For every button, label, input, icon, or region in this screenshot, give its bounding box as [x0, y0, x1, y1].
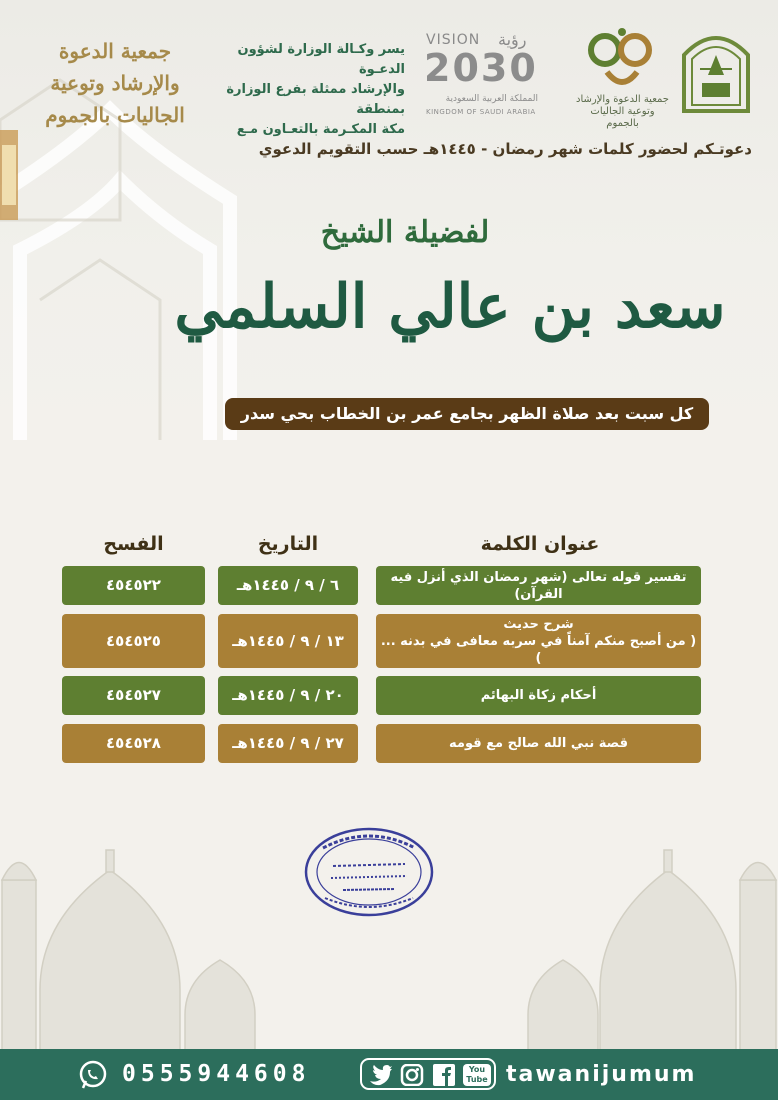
- footer-bar: [0, 1049, 778, 1100]
- phone-number[interactable]: 0555944608: [122, 1061, 311, 1087]
- intro-line: يسر وكـالة الوزارة لشؤون الدعـوة: [237, 42, 405, 77]
- vision-latin-word: VISION: [426, 32, 481, 48]
- association-logo: [575, 22, 670, 129]
- table-row-date: ١٣ / ٩ / ١٤٤٥هـ: [218, 614, 358, 668]
- official-stamp: [303, 826, 435, 918]
- calligraphy-logo: [30, 35, 200, 127]
- table-row-room: ٤٥٤٥٢٥: [62, 614, 205, 668]
- table-row-title: [376, 614, 701, 668]
- social-handle[interactable]: tawanijumum: [506, 1062, 697, 1087]
- table-row-title: [376, 566, 701, 605]
- table-row-date: ٢٧ / ٩ / ١٤٤٥هـ: [218, 724, 358, 763]
- association-mark-icon: [575, 22, 670, 92]
- sheikh-name: سعد بن عالي السلمي: [174, 272, 726, 342]
- facebook-icon[interactable]: [432, 1064, 456, 1086]
- invitation-text: دعوتـكم لحضور كلمات شهر رمضان - ١٤٤٥هـ حسب التقويم الدعوي: [258, 140, 752, 158]
- row-title-line: أحكام زكاة البهائم: [480, 688, 597, 703]
- table-row-date: ٦ / ٩ / ١٤٤٥هـ: [218, 566, 358, 605]
- row-title-line: شرح حديث: [503, 616, 574, 632]
- instagram-icon[interactable]: [400, 1064, 424, 1086]
- vision-kingdom-en: KINGDOM OF SAUDI ARABIA: [426, 108, 536, 116]
- sheikh-title: لفضيلة الشيخ: [320, 215, 490, 250]
- youtube-icon[interactable]: You Tube: [463, 1064, 491, 1086]
- table-row-title: [376, 724, 701, 763]
- table-row-room: ٤٥٤٥٢٧: [62, 676, 205, 715]
- vision-2030-logo: [420, 30, 550, 120]
- ministry-emblem-icon: [680, 25, 752, 113]
- column-header-date: التاريخ: [257, 533, 319, 555]
- table-row-room: ٤٥٤٥٢٢: [62, 566, 205, 605]
- intro-text: [205, 40, 405, 140]
- row-title-line: تفسير قوله تعالى (شهر رمضان الذي أنزل فيه القرآن): [390, 569, 687, 602]
- row-title-line: ( من أصبح منكم آمناً في سربه معافى في بدنه ... ): [380, 633, 697, 666]
- row-title-line: قصة نبي الله صالح مع قومه: [449, 736, 628, 751]
- column-header-room: الفسح: [103, 533, 164, 555]
- table-row-room: ٤٥٤٥٢٨: [62, 724, 205, 763]
- lantern-icon: [0, 130, 18, 220]
- table-row-date: ٢٠ / ٩ / ١٤٤٥هـ: [218, 676, 358, 715]
- intro-line: مكة المكـرمة بالتعـاون مـع: [236, 122, 405, 137]
- intro-line: والإرشاد ممثلة بفرع الوزارة بمنطقة: [226, 82, 405, 117]
- column-header-title: عنوان الكلمة: [480, 533, 600, 555]
- association-name: جمعية الدعوة والإرشاد وتوعية الجاليات بالجموم: [576, 94, 669, 129]
- schedule-note: كل سبت بعد صلاة الظهر بجامع عمر بن الخطاب بحي سدر: [225, 398, 709, 430]
- whatsapp-icon[interactable]: [78, 1060, 108, 1090]
- social-icons-group: [360, 1058, 496, 1090]
- table-row-title: [376, 676, 701, 715]
- vision-arabic-word: رؤية: [498, 30, 527, 49]
- header-logos: [0, 0, 778, 137]
- vision-year: 2030: [424, 46, 538, 90]
- twitter-icon[interactable]: [368, 1064, 392, 1086]
- vision-kingdom-ar: المملكة العربية السعودية: [445, 94, 538, 104]
- calligraphy-logo-text: جمعية الدعوة والإرشاد وتوعية الجاليات بالجموم: [45, 39, 185, 127]
